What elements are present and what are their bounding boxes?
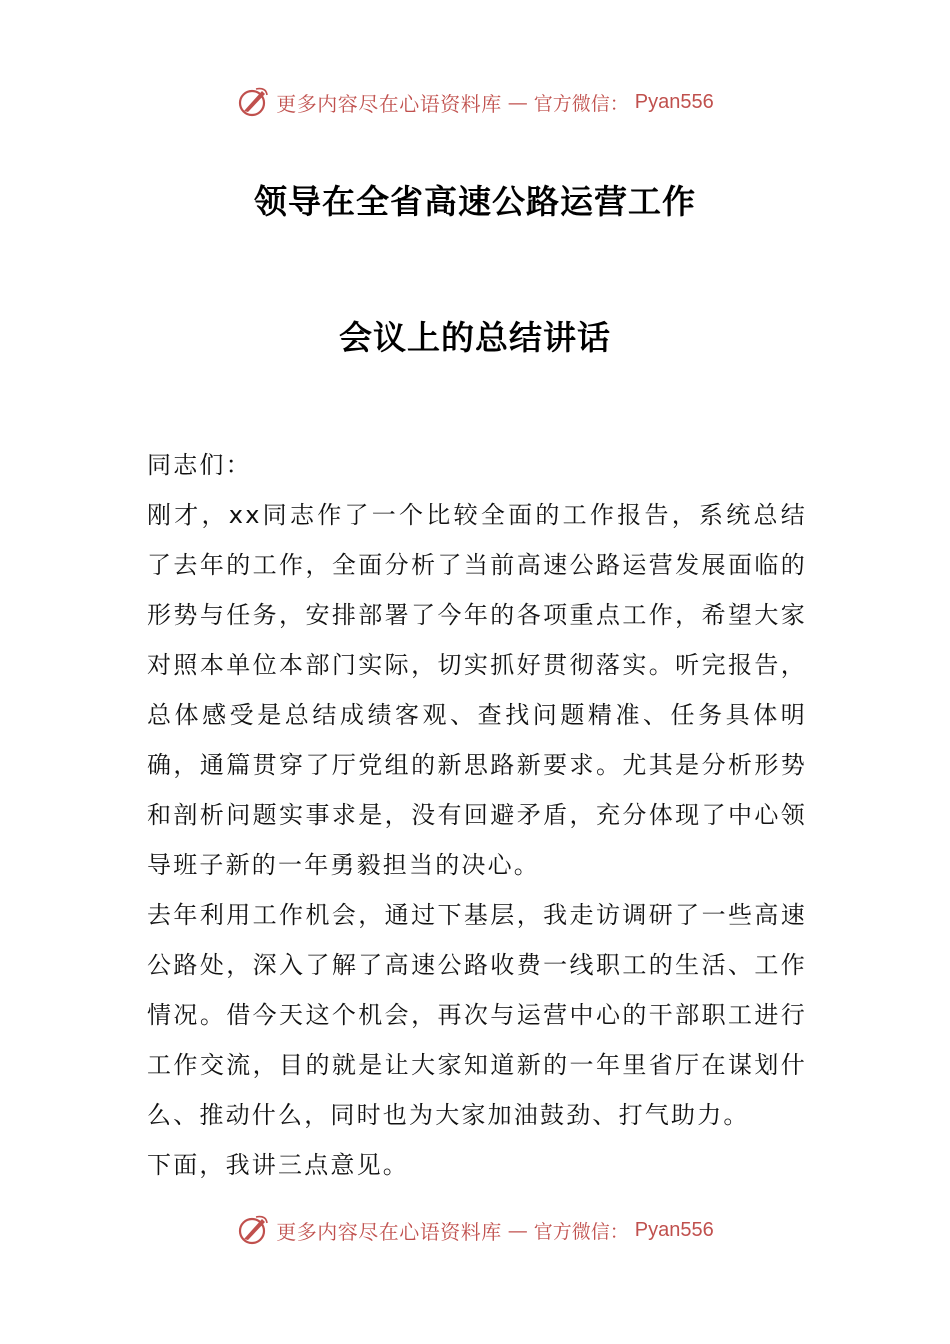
banner-separator: — xyxy=(507,1218,528,1242)
body-paragraph: 下面，我讲三点意见。 xyxy=(147,1151,409,1179)
document-title-line-1: 领导在全省高速公路运营工作 xyxy=(254,182,696,221)
document-body xyxy=(147,440,807,1190)
banner-contact-label: 官方微信： xyxy=(533,92,629,115)
salutation-paragraph: 同志们： xyxy=(147,451,252,479)
banner-brand-text: 更多内容尽在心语资料库 xyxy=(276,1219,502,1244)
body-paragraph: 去年利用工作机会，通过下基层，我走访调研了一些高速公路处，深入了解了高速公路收费一线职工的生活、工作情况。借今天这个机会，再次与运营中心的干部职工进行工作交流，目的就是让大家知道新的一年里省厅在谋划什么、推动什么，同时也为大家加油鼓劲、打气助力。 xyxy=(147,901,807,1129)
document-title-line-2: 会议上的总结讲话 xyxy=(339,318,611,357)
quill-circle-icon xyxy=(236,1213,270,1247)
banner-separator: — xyxy=(507,90,528,114)
header-banner xyxy=(0,82,950,122)
banner-contact-id: Pyan556 xyxy=(634,90,714,113)
body-paragraph: 刚才，xx同志作了一个比较全面的工作报告，系统总结了去年的工作，全面分析了当前高速公路运营发展面临的形势与任务，安排部署了今年的各项重点工作，希望大家对照本单位本部门实际，切实抓好贯彻落实。听完报告，总体感受是总结成绩客观、查找问题精准、任务具体明确，通篇贯穿了厅党组的新思路新要求。尤其是分析形势和剖析问题实事求是，没有回避矛盾，充分体现了中心领导班子新的一年勇毅担当的决心。 xyxy=(147,501,807,879)
quill-circle-icon xyxy=(236,85,270,119)
footer-banner xyxy=(0,1210,950,1250)
banner-contact-id: Pyan556 xyxy=(634,1218,714,1241)
banner-brand-text: 更多内容尽在心语资料库 xyxy=(276,91,502,116)
banner-contact-label: 官方微信： xyxy=(533,1220,629,1243)
